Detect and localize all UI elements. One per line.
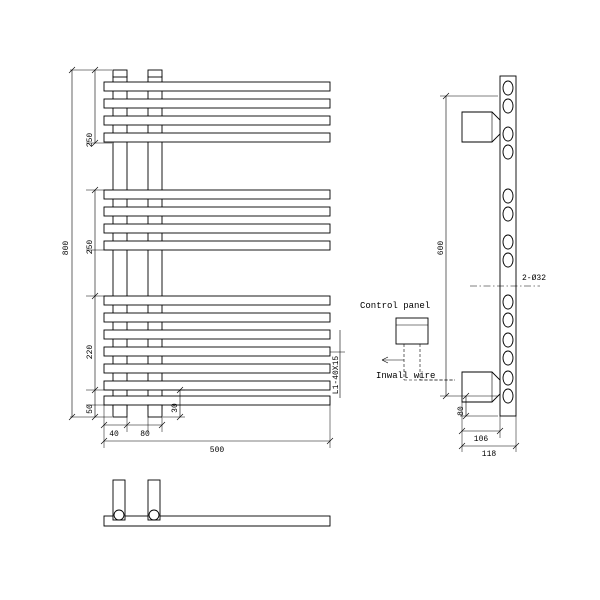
bar-group-lower xyxy=(104,296,330,405)
plan-view xyxy=(104,480,330,526)
bar-group-top xyxy=(104,82,330,142)
side-bracket-bottom xyxy=(462,372,500,402)
bar-group-middle xyxy=(104,190,330,250)
control-panel-group xyxy=(360,301,455,381)
dim-depth-outer: 118 xyxy=(481,450,497,459)
inwall-wire-label: Inwall wire xyxy=(376,371,436,381)
dim-seg-bottom: 50 xyxy=(86,404,95,414)
side-bar-ends xyxy=(503,81,513,403)
side-view xyxy=(437,76,546,459)
wall-brackets xyxy=(113,405,162,417)
control-panel-label: Control panel xyxy=(360,301,431,311)
dim-side-bottom-offset: 80 xyxy=(457,406,466,416)
dim-seg-low: 220 xyxy=(86,344,95,360)
front-vertical-dims xyxy=(86,67,98,420)
hole-note-label: 2-Ø32 xyxy=(522,274,547,283)
bar-note-label: L1-40X15 xyxy=(332,355,341,395)
dim-overall-width: 500 xyxy=(209,446,225,455)
dim-overall-height: 800 xyxy=(62,240,71,256)
dim-foot-span: 80 xyxy=(140,430,150,439)
front-overall-height-dim xyxy=(62,67,75,420)
dim-foot-left: 40 xyxy=(109,430,119,439)
side-bracket-top xyxy=(462,112,500,142)
top-caps xyxy=(113,70,162,77)
dim-bracket-depth: 30 xyxy=(171,403,180,413)
dim-seg-mid: 250 xyxy=(86,239,95,255)
bar-note-group xyxy=(330,330,345,398)
front-view xyxy=(62,67,345,455)
dim-seg-top: 250 xyxy=(86,132,95,148)
dim-depth-inner: 106 xyxy=(473,435,489,444)
dim-side-height: 600 xyxy=(437,240,446,256)
front-horizontal-dims xyxy=(101,400,333,455)
